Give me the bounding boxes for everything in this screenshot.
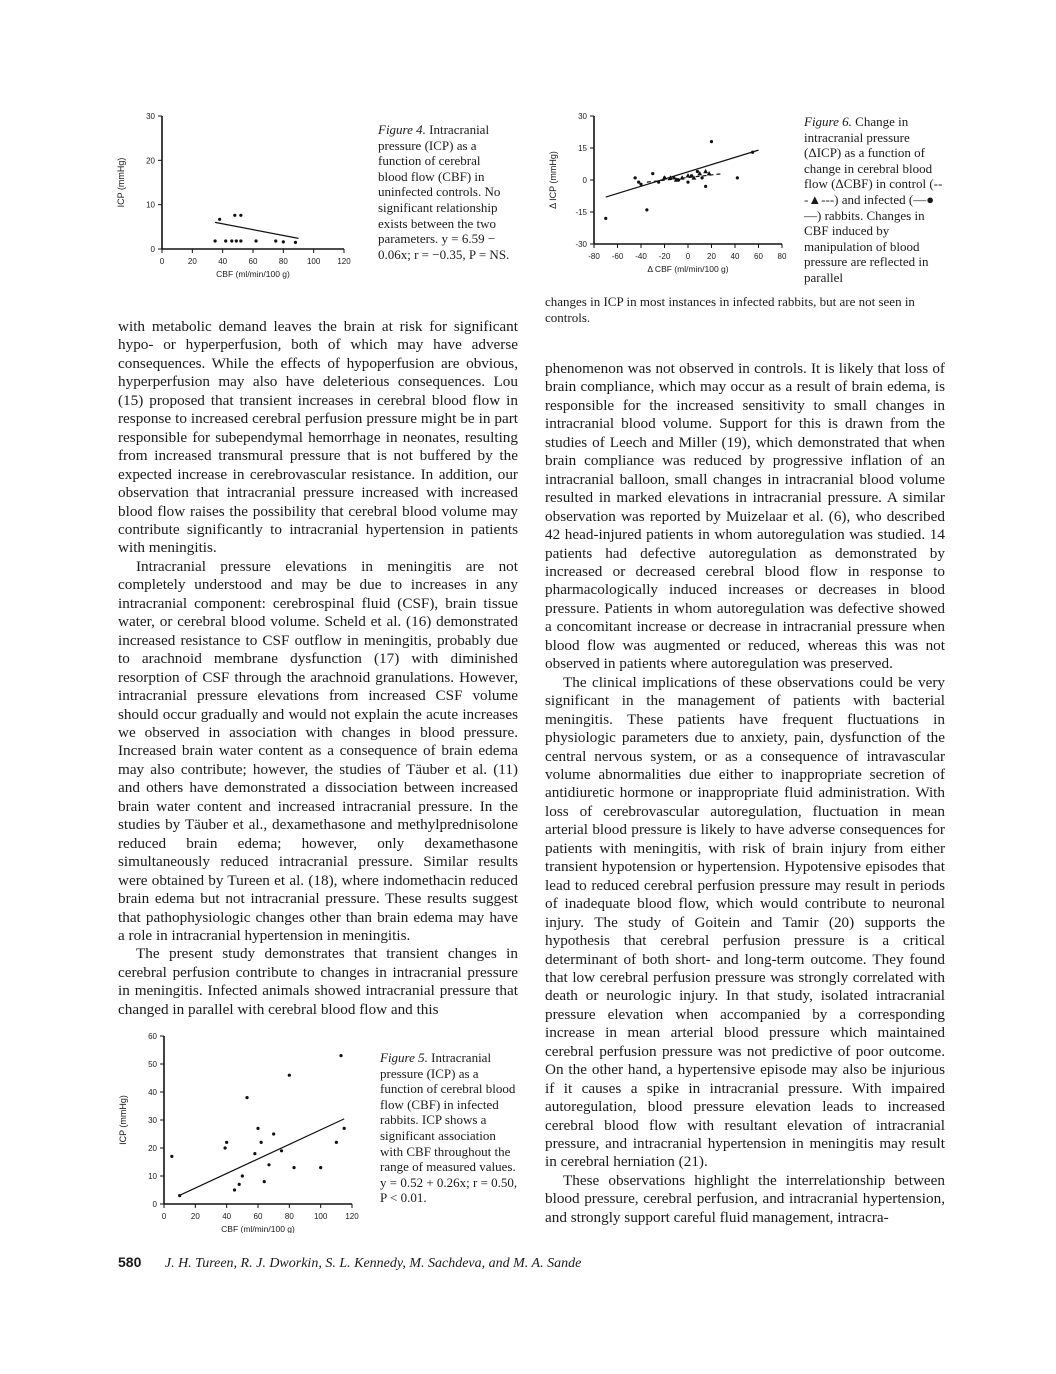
- x-tick-label: 20: [707, 252, 716, 261]
- infected-point: [634, 176, 637, 179]
- page-number: 580: [118, 1254, 142, 1270]
- data-point: [213, 239, 216, 242]
- y-tick-label: 10: [146, 200, 155, 210]
- page-footer: [118, 1254, 581, 1272]
- data-point: [343, 1127, 346, 1130]
- infected-point: [672, 176, 675, 179]
- x-tick-label: 40: [730, 252, 740, 261]
- left-column: [118, 318, 518, 1019]
- data-point: [245, 1096, 248, 1099]
- paragraph: The present study demonstrates that transient changes in cerebral perfusion contribute to changes in intracranial pressure in meningitis. Infected animals showed intracranial pressure that changed in parallel with cerebral blood flow and this: [118, 945, 518, 1018]
- x-tick-label: 40: [222, 1212, 232, 1221]
- figure-4-chart: [108, 108, 358, 293]
- data-point: [224, 239, 227, 242]
- x-tick-label: 100: [313, 1212, 328, 1221]
- data-point: [319, 1166, 322, 1169]
- figure-6-caption-label: Figure 6.: [804, 114, 852, 129]
- x-tick-label: 60: [248, 257, 258, 266]
- infected-point: [736, 176, 739, 179]
- x-tick-label: 100: [306, 257, 321, 266]
- data-point: [256, 1127, 259, 1130]
- x-axis-label: CBF (ml/min/100 g): [216, 269, 290, 279]
- x-tick-label: 0: [161, 1212, 167, 1221]
- infected-point: [751, 151, 754, 154]
- y-tick-label: 30: [146, 112, 155, 121]
- y-tick-label: 30: [148, 1116, 157, 1125]
- x-tick-label: 60: [754, 252, 763, 261]
- x-tick-label: 40: [218, 257, 228, 266]
- data-point: [292, 1166, 295, 1169]
- data-point: [288, 1074, 291, 1077]
- data-point: [280, 1149, 283, 1152]
- data-point: [282, 240, 285, 243]
- x-tick-label: 60: [253, 1212, 263, 1221]
- data-point: [267, 1163, 270, 1166]
- infected-point: [704, 185, 707, 188]
- data-point: [339, 1054, 342, 1057]
- paragraph: These observations highlight the interrelationship between blood pressure, cerebral perfusion, and intracranial hypertension, and strongly support careful fluid management, intracra-: [545, 1171, 945, 1226]
- data-point: [260, 1141, 263, 1144]
- infected-point: [645, 208, 648, 211]
- y-axis-label: ICP (mmHg): [116, 157, 126, 208]
- x-tick-label: 80: [284, 1212, 294, 1221]
- paragraph: The clinical implications of these observations could be very significant in the management of patients with bacterial meningitis. These patients have frequent fluctuations in physiologic parameters due to anxiety, pain, dysfunction of the central nervous system, or as a consequence of intravascular volume abnormalities due either to inappropriate secretion of antidiuretic hormone or inappropriate fluid administration. With loss of cerebrovascular autoregulation, fluctuation in mean arterial blood pressure is likely to have adverse consequences for patients with meningitis, with risk of brain injury from either transient hypotension or hypertension. Hypotensive episodes that lead to reduced cerebral perfusion pressure may result in periods of inadequate blood flow, which would contribute to neuronal injury. The study of Goitein and Tamir (20) supports the hypothesis that cerebral perfusion pressure is a critical determinant of both short- and long-term outcome. They found that low cerebral perfusion pressure was strongly correlated with death or neurologic injury. In that study, isolated intracranial pressure elevation when accompanied by a corresponding increase in mean arterial blood pressure which maintained cerebral perfusion pressure was not predictive of poor outcome. On the other hand, a hypertensive episode may also be injurious if it causes a spike in intracranial pressure. With impaired autoregulation, blood pressure elevation leads to increased cerebral blood flow with resultant elevation of intracranial pressure, and intracranial hypertension in meningitis may result in cerebral herniation (21).: [545, 673, 945, 1171]
- right-column: [545, 360, 945, 1227]
- y-tick-label: 0: [150, 245, 155, 254]
- figure-4-caption-text: Intracranial pressure (ICP) as a function of cerebral blood flow (CBF) in uninfected controls. No significant relationship exists between the two parameters. y = 6.59 − 0.06x; r = −0.35, P = NS.: [378, 122, 510, 262]
- x-tick-label: 80: [777, 252, 787, 261]
- figure-5-caption-label: Figure 5.: [380, 1050, 428, 1065]
- control-point: [686, 173, 691, 177]
- x-tick-label: -60: [611, 252, 624, 261]
- y-tick-label: -15: [575, 208, 587, 217]
- paragraph: phenomenon was not observed in controls. It is likely that loss of brain compliance, which may occur as a result of brain edema, is responsible for the increased sensitivity to small changes in intracranial blood volume. Support for this is drawn from the studies of Leech and Miller (19), which demonstrated that when brain compliance was reduced by progressive inflation of an intracranial balloon, small changes in intracranial blood volume resulted in marked elevations in intracranial pressure. A similar observation was reported by Muizelaar et al. (6), who described 42 head-injured patients in whom autoregulation was studied. 14 patients had defective autoregulation as demonstrated by increased or decreased cerebral blood flow in response to pharmacologically induced increases or decreases in blood pressure. Patients in whom autoregulation was defective showed a concomitant increase or decrease in intracranial pressure when blood flow was augmented or reduced, whereas this was not observed in patients where autoregulation was preserved.: [545, 360, 945, 673]
- x-axis-label: Δ CBF (ml/min/100 g): [647, 264, 729, 274]
- infected-point: [696, 170, 699, 173]
- x-tick-label: 0: [159, 257, 165, 266]
- infected-point: [657, 181, 660, 184]
- infected-point: [604, 217, 607, 220]
- y-tick-label: -30: [575, 240, 587, 249]
- infected-point: [663, 176, 666, 179]
- figure-6-caption-continued: changes in ICP in most instances in infected rabbits, but are not seen in controls.: [545, 294, 915, 325]
- figure-6-caption-right: [804, 114, 944, 286]
- data-point: [238, 1183, 241, 1186]
- data-point: [272, 1132, 275, 1135]
- figure-4-caption-label: Figure 4.: [378, 122, 426, 137]
- data-point: [233, 214, 236, 217]
- infected-point: [686, 181, 689, 184]
- infected-point: [701, 176, 704, 179]
- y-tick-label: 20: [146, 156, 155, 166]
- data-point: [218, 218, 221, 221]
- data-point: [254, 239, 257, 242]
- figure-5-chart: [108, 1028, 366, 1233]
- data-point: [294, 241, 297, 244]
- figure-5: [108, 1028, 366, 1233]
- infected-regression-line: [606, 150, 759, 197]
- y-tick-label: 50: [148, 1060, 157, 1069]
- x-tick-label: 0: [685, 252, 691, 261]
- y-tick-label: 40: [148, 1088, 157, 1097]
- y-tick-label: 30: [578, 112, 587, 121]
- paragraph: with metabolic demand leaves the brain at risk for significant hypo- or hyperperfusion, both of which may have adverse consequences. While the effects of hypoperfusion are obvious, hyperperfusion may also have deleterious consequences. Lou (15) proposed that transient increases in cerebral blood flow in response to increased cerebral perfusion pressure might be in part responsible for subependymal hemorrhage in neonates, resulting from increased transmural pressure that is not buffered by the expected increase in cerebrovascular resistance. In addition, our observation that intracranial pressure increased with increased blood flow raises the possibility that cerebral blood volume may contribute significantly to intracranial hypertension in patients with meningitis.: [118, 318, 518, 557]
- figure-4-caption: [378, 122, 510, 262]
- data-point: [170, 1155, 173, 1158]
- data-point: [239, 239, 242, 242]
- figure-6-chart: [536, 108, 796, 293]
- y-tick-label: 10: [148, 1172, 157, 1181]
- y-axis-label: Δ ICP (mmHg): [548, 151, 558, 209]
- data-point: [233, 1188, 236, 1191]
- data-point: [235, 239, 238, 242]
- author-line: J. H. Tureen, R. J. Dworkin, S. L. Kennedy, M. Sachdeva, and M. A. Sande: [164, 1256, 582, 1271]
- data-point: [253, 1152, 256, 1155]
- data-regression-line: [215, 222, 298, 238]
- y-tick-label: 20: [148, 1144, 157, 1153]
- x-tick-label: 120: [337, 257, 351, 266]
- figure-5-caption-text: Intracranial pressure (ICP) as a function of cerebral blood flow (CBF) in infected rabbits. ICP shows a significant association with CBF throughout the range of measured values. y = 0.52 + 0.26x; r = 0.50, P < 0.01.: [380, 1050, 518, 1206]
- data-point: [335, 1141, 338, 1144]
- data-point: [225, 1141, 228, 1144]
- infected-point: [710, 140, 713, 143]
- x-tick-label: 120: [345, 1212, 359, 1221]
- figure-5-caption: [380, 1050, 518, 1206]
- data-regression-line: [180, 1119, 345, 1195]
- x-tick-label: 80: [278, 257, 288, 266]
- data-point: [230, 239, 233, 242]
- infected-point: [637, 181, 640, 184]
- infected-point: [651, 172, 654, 175]
- data-point: [274, 239, 277, 242]
- figure-4: [108, 108, 358, 293]
- data-point: [241, 1174, 244, 1177]
- data-point: [239, 214, 242, 217]
- data-point: [224, 1146, 227, 1149]
- y-tick-label: 15: [578, 144, 587, 153]
- y-axis-label: ICP (mmHg): [118, 1095, 128, 1145]
- y-tick-label: 0: [582, 176, 587, 185]
- data-point: [263, 1180, 266, 1183]
- x-tick-label: -80: [588, 252, 600, 261]
- control-point: [703, 169, 708, 173]
- x-axis-label: CBF (ml/min/100 g): [221, 1224, 295, 1233]
- y-tick-label: 0: [152, 1200, 157, 1209]
- x-tick-label: 20: [190, 1212, 200, 1221]
- figure-6-caption-text: Change in intracranial pressure (ΔICP) as a function of change in cerebral blood flow (ΔCBF) in control (---▲---) and infected (—●—) rabbits. Changes in CBF induced by manipulation of blood pressure are reflected in parallel: [804, 114, 943, 285]
- x-tick-label: -40: [635, 252, 647, 261]
- infected-point: [690, 174, 693, 177]
- figure-6-caption-bottom: [545, 294, 945, 325]
- infected-point: [677, 178, 680, 181]
- y-tick-label: 60: [148, 1032, 157, 1041]
- paragraph: Intracranial pressure elevations in meningitis are not completely understood and may be due to increases in any intracranial component: cerebrospinal fluid (CSF), brain tissue water, or cerebral blood volume. Scheld et al. (16) demonstrated increased resistance to CSF outflow in meningitis, probably due to arachnoid membrane dysfunction (17) with diminished resorption of CSF through the arachnoid granulations. However, intracranial pressure elevations from increased CSF volume should occur gradually and would not explain the acute increases we observed in association with changes in blood pressure. Increased brain water content as a consequence of brain edema may also contribute; however, the studies of Täuber et al. (11) and others have demonstrated a dissociation between increased brain water content and increased intracranial pressure. In the studies by Täuber et al., dexamethasone and methylprednisolone reduced brain edema; however, only dexamethasone simultaneously reduced intracranial pressure. Similar results were obtained by Tureen et al. (18), where indomethacin reduced brain edema but not intracranial pressure. These results suggest that pathophysiologic changes other than brain edema may have a role in intracranial hypertension in meningitis.: [118, 557, 518, 944]
- x-tick-label: 20: [187, 257, 197, 266]
- figure-6: [536, 108, 796, 293]
- data-point: [178, 1194, 181, 1197]
- x-tick-label: -20: [658, 252, 671, 261]
